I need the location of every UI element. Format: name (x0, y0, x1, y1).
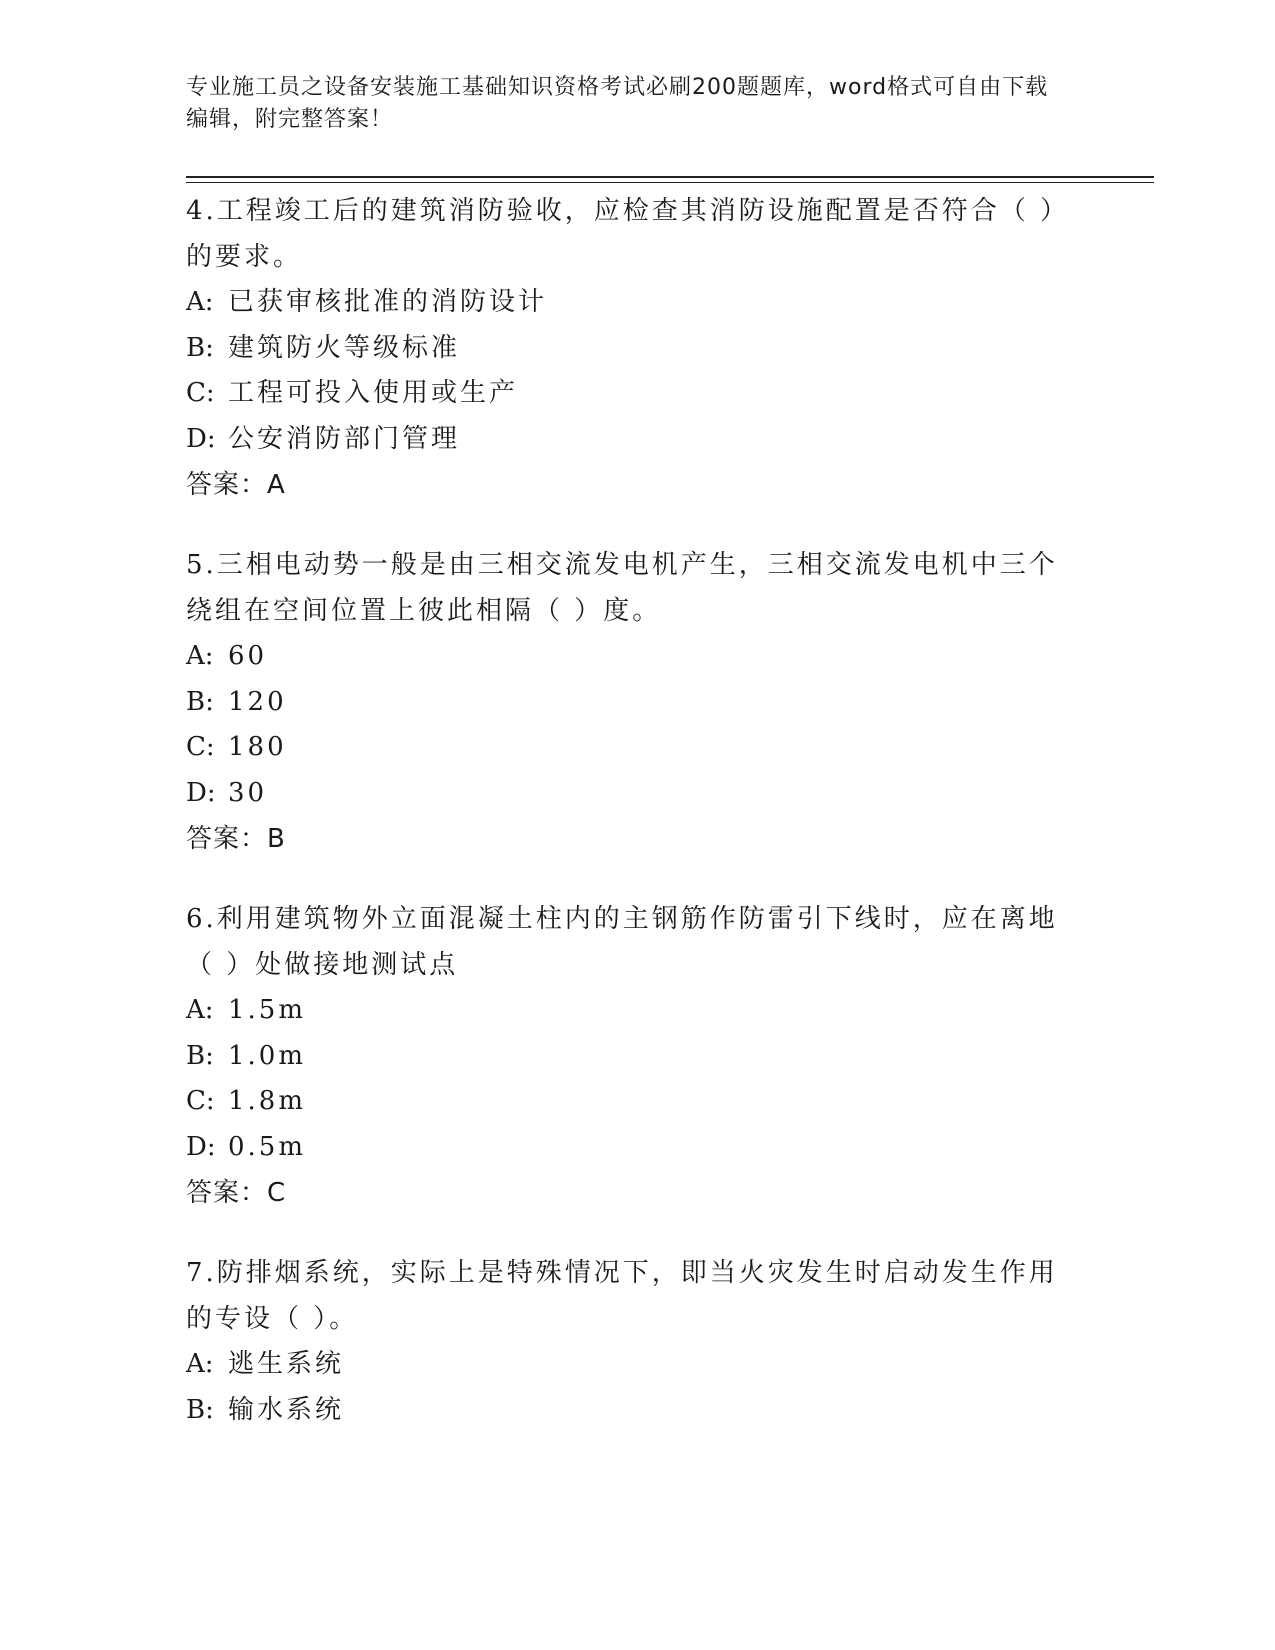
option-b (186, 1034, 1066, 1080)
option-a (186, 1342, 1066, 1388)
option-text: 1.0m (228, 1040, 307, 1071)
question-stem: 7.防排烟系统，实际上是特殊情况下，即当火灾发生时启动发生作用的专设（ ）。 (186, 1258, 1058, 1334)
option-key: B: (186, 1394, 214, 1425)
option-text: 30 (228, 777, 268, 808)
option-key: C: (186, 378, 215, 408)
question-stem: 6.利用建筑物外立面混凝土柱内的主钢筋作防雷引下线时，应在离地（ ）处做接地测试点 (186, 904, 1058, 980)
option-text: 60 (228, 641, 268, 671)
option-key: D: (186, 777, 216, 808)
header-rule-thick (186, 176, 1154, 178)
question-stem: 4.工程竣工后的建筑消防验收，应检查其消防设施配置是否符合（ ）的要求。 (186, 196, 1057, 272)
question-7 (186, 1250, 1066, 1433)
option-text: 已获审核批准的消防设计 (228, 287, 548, 317)
option-a (186, 634, 1066, 680)
option-key: A: (186, 995, 214, 1025)
option-d (186, 417, 1066, 463)
option-d (186, 771, 1066, 817)
question-4 (186, 188, 1066, 508)
option-text: 工程可投入使用或生产 (228, 378, 519, 408)
option-c (186, 371, 1066, 417)
option-b (186, 680, 1066, 726)
option-b (186, 326, 1066, 372)
option-key: A: (186, 641, 214, 671)
option-key: A: (186, 1349, 214, 1379)
header-rule-thin (186, 182, 1154, 183)
option-key: C: (186, 732, 215, 762)
option-key: C: (186, 1086, 215, 1116)
option-d (186, 1125, 1066, 1171)
option-text: 逃生系统 (228, 1349, 345, 1379)
option-key: B: (186, 332, 214, 363)
option-text: 输水系统 (228, 1394, 345, 1425)
option-text: 180 (228, 732, 287, 762)
option-c (186, 725, 1066, 771)
option-key: D: (186, 423, 216, 454)
option-key: B: (186, 686, 214, 717)
document-header: 专业施工员之设备安装施工基础知识资格考试必刷200题题库，word格式可自由下载编辑，附完整答案！ (186, 75, 1049, 132)
option-a (186, 280, 1066, 326)
option-text: 120 (228, 686, 287, 717)
question-stem: 5.三相电动势一般是由三相交流发电机产生，三相交流发电机中三个绕组在空间位置上彼此相隔（ ）度。 (186, 550, 1058, 626)
option-text: 建筑防火等级标准 (228, 332, 461, 363)
option-c (186, 1079, 1066, 1125)
option-text: 0.5m (228, 1131, 307, 1162)
question-6 (186, 896, 1066, 1216)
question-5 (186, 542, 1066, 862)
option-text: 1.8m (228, 1086, 307, 1116)
answer-line: 答案：C (186, 1178, 287, 1208)
option-key: A: (186, 287, 214, 317)
option-text: 1.5m (228, 995, 307, 1025)
answer-line: 答案：B (186, 824, 286, 854)
option-b (186, 1388, 1066, 1434)
option-a (186, 988, 1066, 1034)
option-text: 公安消防部门管理 (228, 423, 461, 454)
answer-line: 答案：A (186, 470, 286, 500)
option-key: D: (186, 1131, 216, 1162)
option-key: B: (186, 1040, 214, 1071)
question-list (186, 188, 1066, 1467)
